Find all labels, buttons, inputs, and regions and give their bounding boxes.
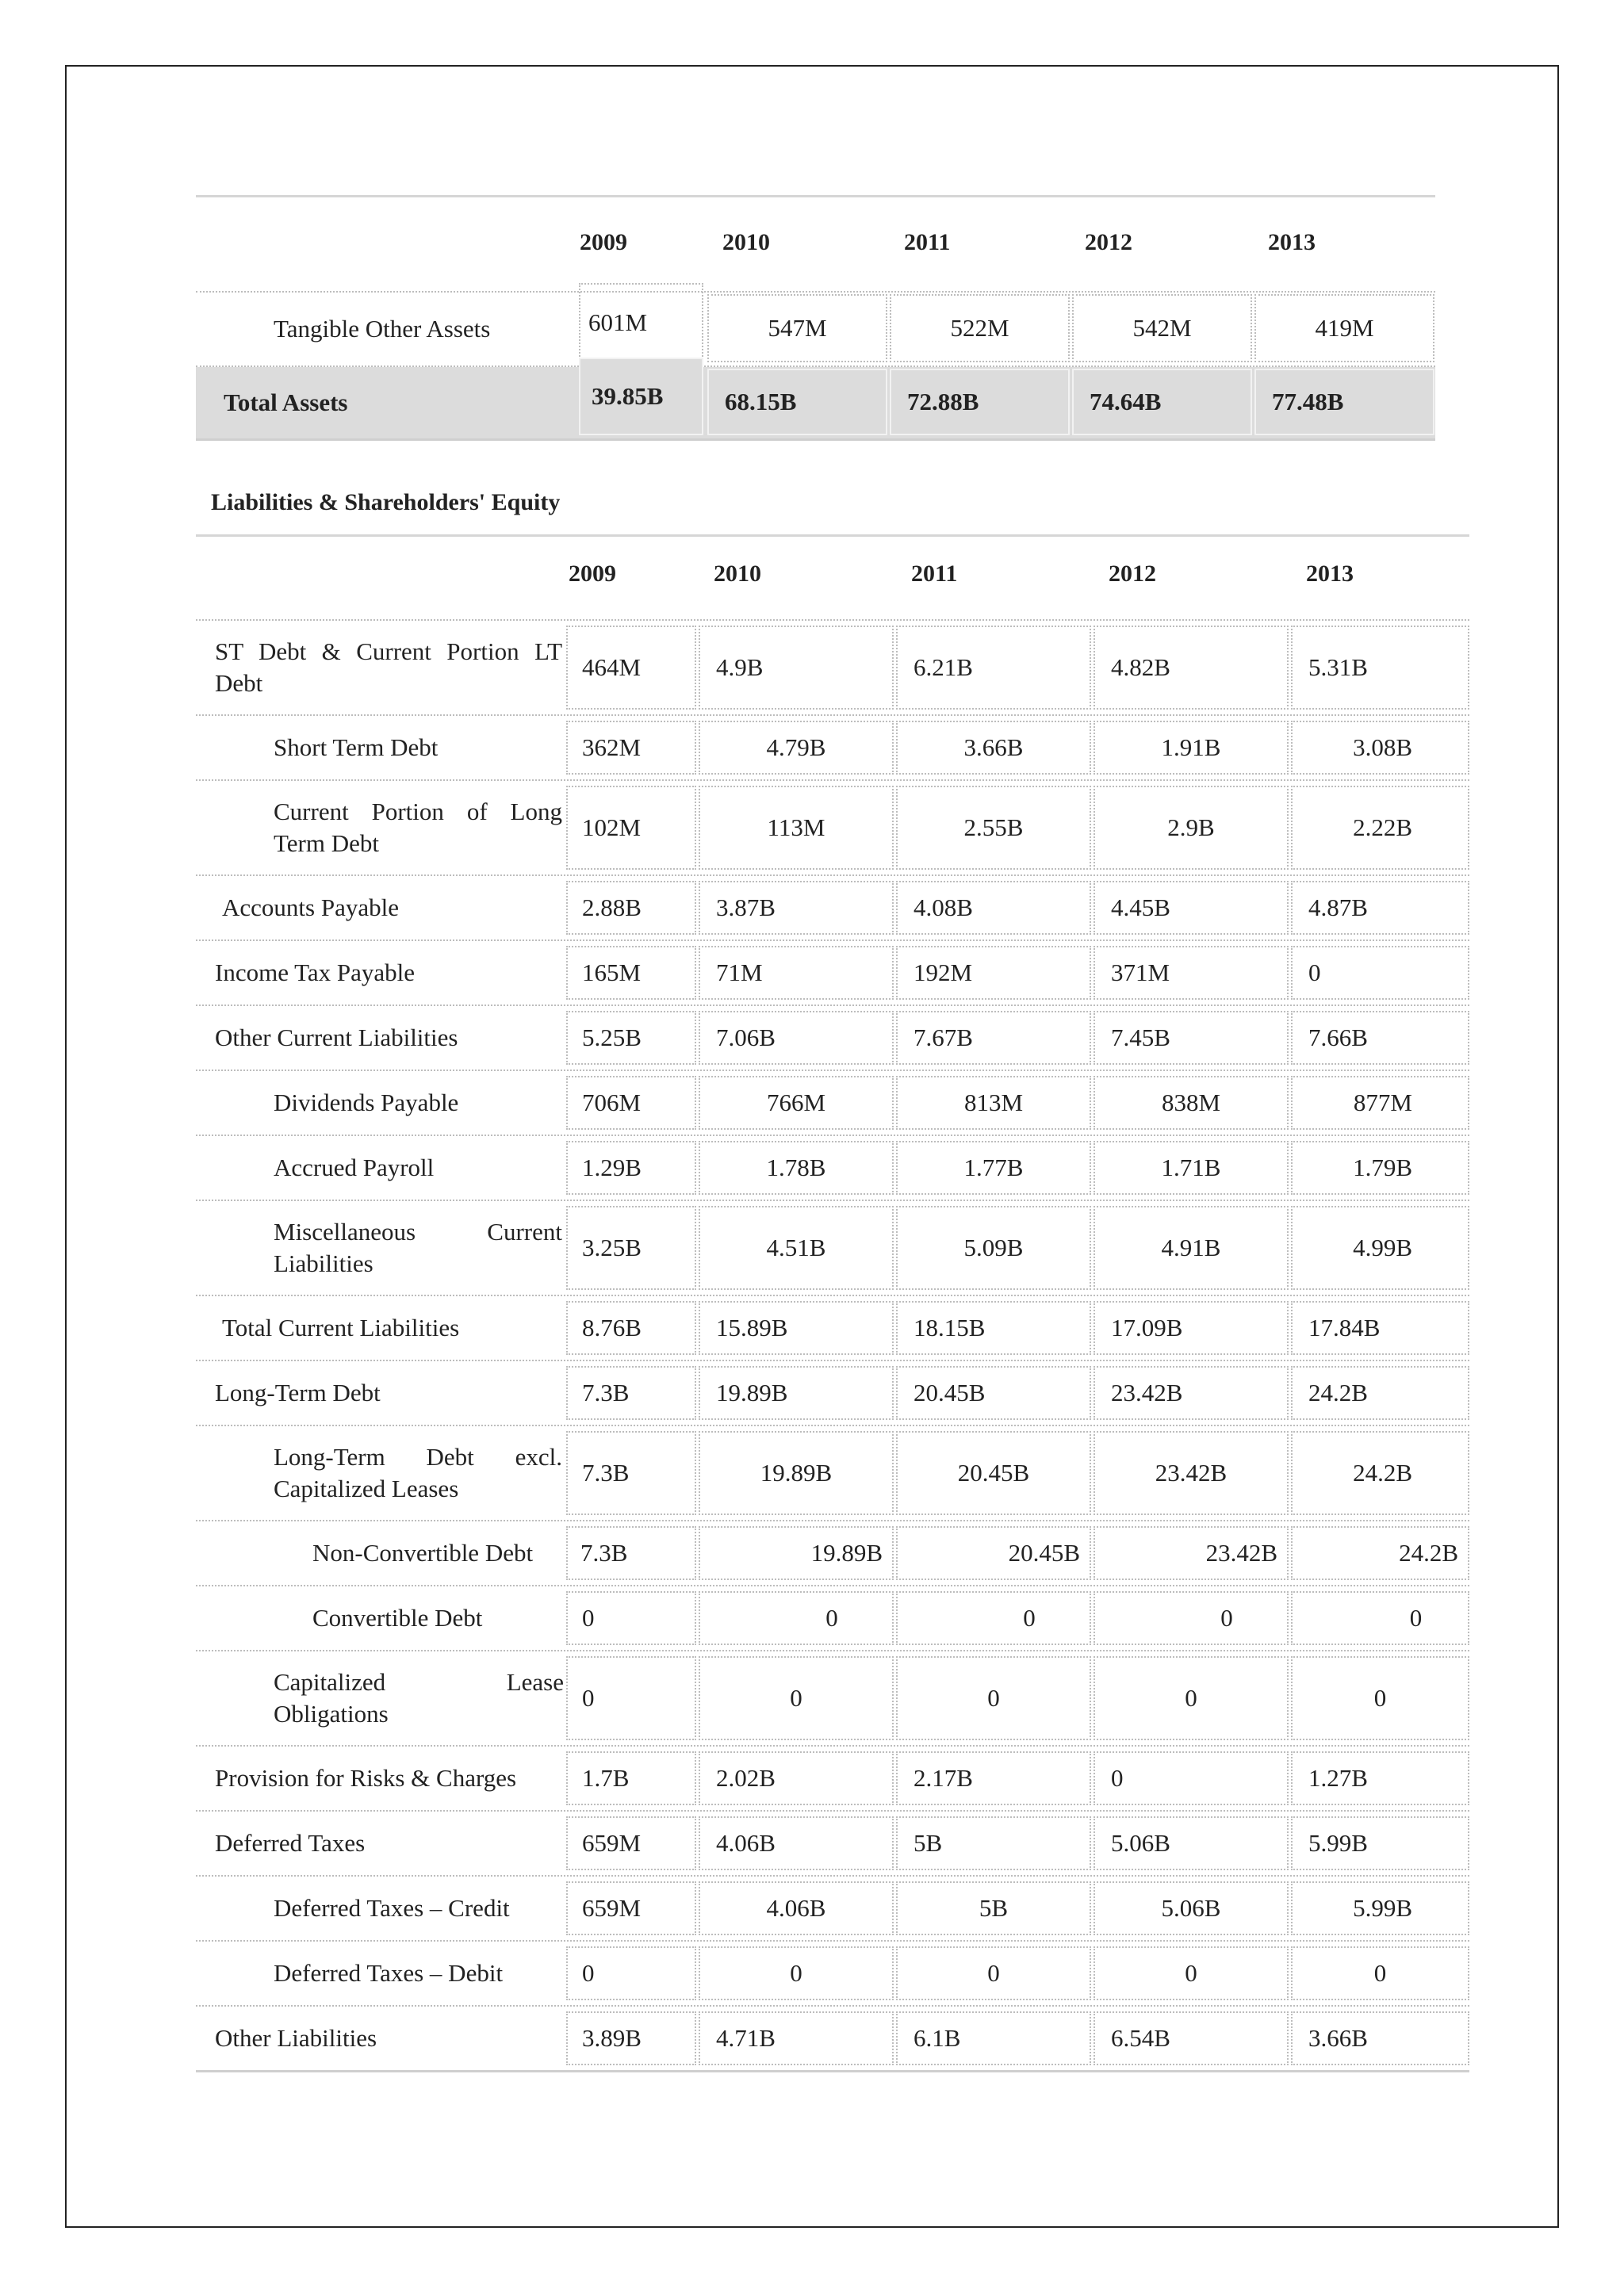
value-cell: 3.66B [896,721,1091,775]
value-cell: 0 [1291,946,1469,1000]
total-assets-row [196,367,1435,441]
table-row [196,293,1435,367]
value-cell: 17.09B [1094,1301,1289,1355]
table-row [196,1136,1469,1201]
value-cell: 4.82B [1094,626,1289,710]
value-cell: 0 [1094,1751,1289,1805]
value-cell: 601M [579,283,703,362]
value-cell: 7.66B [1291,1011,1469,1065]
value-cell: 24.2B [1291,1526,1469,1580]
year-header: 2013 [1268,229,1316,255]
value-cell: 0 [566,1656,696,1740]
year-header: 2010 [722,229,770,255]
value-cell: 766M [699,1076,894,1130]
row-label: Non-Convertible Debt [312,1539,534,1567]
value-cell: 1.7B [566,1751,696,1805]
row-label: Deferred Taxes – Debit [274,1959,504,1987]
value-cell: 20.45B [896,1366,1091,1420]
row-label: Other Liabilities [215,2024,377,2052]
value-cell: 102M [566,786,696,870]
value-cell: 6.1B [896,2011,1091,2065]
row-label: Accrued Payroll [274,1154,435,1181]
value-cell: 4.51B [699,1206,894,1290]
value-cell: 2.9B [1094,786,1289,870]
value-cell: 5.09B [896,1206,1091,1290]
year-header: 2012 [1109,561,1156,587]
value-cell: 5.99B [1291,1816,1469,1870]
table-row [196,1942,1469,2007]
table-row [196,1201,1469,1296]
row-label: Deferred Taxes [215,1829,366,1857]
year-header: 2012 [1085,229,1132,255]
value-cell: 4.91B [1094,1206,1289,1290]
row-label: Deferred Taxes – Credit [274,1894,510,1922]
value-cell: 15.89B [699,1301,894,1355]
value-cell: 2.88B [566,881,696,935]
value-cell: 4.87B [1291,881,1469,935]
row-label: Accounts Payable [222,894,399,921]
value-cell: 813M [896,1076,1091,1130]
value-cell: 542M [1072,294,1252,362]
value-cell: 4.06B [699,1881,894,1935]
value-cell: 2.17B [896,1751,1091,1805]
value-cell: 7.3B [566,1431,696,1515]
value-cell: 17.84B [1291,1301,1469,1355]
value-cell: 0 [566,1946,696,2000]
value-cell: 24.2B [1291,1366,1469,1420]
value-cell: 659M [566,1881,696,1935]
value-cell: 74.64B [1072,369,1252,435]
value-cell: 362M [566,721,696,775]
year-header: 2009 [569,561,616,587]
row-label: Dividends Payable [274,1089,459,1116]
value-cell: 23.42B [1094,1526,1289,1580]
value-cell: 0 [1291,1656,1469,1740]
value-cell: 0 [1094,1591,1289,1645]
value-cell: 4.79B [699,721,894,775]
value-cell: 3.25B [566,1206,696,1290]
value-cell: 0 [896,1946,1091,2000]
value-cell: 0 [896,1656,1091,1740]
value-cell: 1.78B [699,1141,894,1195]
value-cell: 522M [890,294,1070,362]
value-cell: 8.76B [566,1301,696,1355]
value-cell: 7.3B [566,1526,696,1580]
table-row [196,1426,1469,1521]
value-cell: 18.15B [896,1301,1091,1355]
table-row [196,1651,1469,1747]
row-label: Income Tax Payable [215,959,416,986]
table-row [196,1296,1469,1361]
value-cell: 23.42B [1094,1366,1289,1420]
value-cell: 2.22B [1291,786,1469,870]
value-cell: 3.87B [699,881,894,935]
value-cell: 1.27B [1291,1751,1469,1805]
value-cell: 659M [566,1816,696,1870]
value-cell: 2.55B [896,786,1091,870]
value-cell: 4.99B [1291,1206,1469,1290]
value-cell: 4.71B [699,2011,894,2065]
row-label: Long-Term Debt [215,1379,381,1406]
value-cell: 5.06B [1094,1881,1289,1935]
value-cell: 706M [566,1076,696,1130]
value-cell: 3.89B [566,2011,696,2065]
section-title: Liabilities & Shareholders' Equity [211,489,561,515]
row-label: ST Debt & Current Portion LT Debt [215,637,562,697]
row-label: Long-Term Debt excl. Capitalized Leases [274,1443,562,1502]
row-label: Miscellaneous Current Liabilities [274,1218,562,1277]
value-cell: 20.45B [896,1431,1091,1515]
value-cell: 0 [1094,1656,1289,1740]
table-row [196,716,1469,781]
year-header: 2009 [580,229,627,255]
value-cell: 0 [699,1656,894,1740]
table-row [196,1812,1469,1877]
value-cell: 371M [1094,946,1289,1000]
value-cell: 1.91B [1094,721,1289,775]
year-header: 2010 [714,561,761,587]
value-cell: 7.06B [699,1011,894,1065]
value-cell: 419M [1254,294,1434,362]
value-cell: 6.54B [1094,2011,1289,2065]
value-cell: 19.89B [699,1366,894,1420]
value-cell: 0 [896,1591,1091,1645]
value-cell: 0 [566,1591,696,1645]
value-cell: 877M [1291,1076,1469,1130]
table-row [196,1071,1469,1136]
value-cell: 2.02B [699,1751,894,1805]
year-header: 2013 [1306,561,1354,587]
value-cell: 547M [707,294,887,362]
row-label: Provision for Risks & Charges [215,1764,517,1792]
value-cell: 1.79B [1291,1141,1469,1195]
table-row [196,621,1469,716]
value-cell: 3.08B [1291,721,1469,775]
table-row [196,1586,1469,1651]
row-label: Capitalized Lease Obligations [274,1668,564,1728]
table-row [196,1877,1469,1942]
table-row [196,2007,1469,2072]
row-label: Convertible Debt [312,1604,483,1632]
table-row [196,876,1469,941]
row-label: Other Current Liabilities [215,1024,458,1051]
value-cell: 0 [1291,1591,1469,1645]
value-cell: 4.08B [896,881,1091,935]
value-cell: 72.88B [890,369,1070,435]
table-row [196,781,1469,876]
value-cell: 5.06B [1094,1816,1289,1870]
value-cell: 7.3B [566,1366,696,1420]
row-label: Current Portion of Long Term Debt [274,798,562,857]
value-cell: 3.66B [1291,2011,1469,2065]
table-row [196,1747,1469,1812]
value-cell: 7.67B [896,1011,1091,1065]
value-cell: 4.9B [699,626,894,710]
value-cell: 5B [896,1881,1091,1935]
value-cell: 4.45B [1094,881,1289,935]
value-cell: 20.45B [896,1526,1091,1580]
year-header: 2011 [911,561,958,587]
assets-table [196,195,1435,441]
value-cell: 0 [1094,1946,1289,2000]
value-cell: 1.71B [1094,1141,1289,1195]
value-cell: 4.06B [699,1816,894,1870]
row-label: Total Current Liabilities [222,1314,460,1341]
value-cell: 838M [1094,1076,1289,1130]
value-cell: 7.45B [1094,1011,1289,1065]
value-cell: 5B [896,1816,1091,1870]
value-cell: 0 [699,1946,894,2000]
value-cell: 1.77B [896,1141,1091,1195]
liabilities-table [196,534,1469,2072]
value-cell: 24.2B [1291,1431,1469,1515]
value-cell: 5.99B [1291,1881,1469,1935]
year-header-row [196,537,1469,621]
table-row [196,1006,1469,1071]
year-header: 2011 [904,229,951,255]
value-cell: 1.29B [566,1141,696,1195]
table-row [196,1521,1469,1586]
value-cell: 113M [699,786,894,870]
year-header-row [196,197,1435,293]
value-cell: 68.15B [707,369,887,435]
row-label: Tangible Other Assets [274,315,491,342]
value-cell: 0 [699,1591,894,1645]
value-cell: 23.42B [1094,1431,1289,1515]
value-cell: 5.25B [566,1011,696,1065]
value-cell: 71M [699,946,894,1000]
value-cell: 19.89B [699,1526,894,1580]
table-row [196,1361,1469,1426]
value-cell: 192M [896,946,1091,1000]
value-cell: 39.85B [579,358,703,435]
value-cell: 6.21B [896,626,1091,710]
value-cell: 77.48B [1254,369,1434,435]
value-cell: 5.31B [1291,626,1469,710]
value-cell: 19.89B [699,1431,894,1515]
row-label: Short Term Debt [274,733,439,761]
table-row [196,941,1469,1006]
row-label: Total Assets [224,388,348,416]
value-cell: 464M [566,626,696,710]
value-cell: 165M [566,946,696,1000]
value-cell: 0 [1291,1946,1469,2000]
